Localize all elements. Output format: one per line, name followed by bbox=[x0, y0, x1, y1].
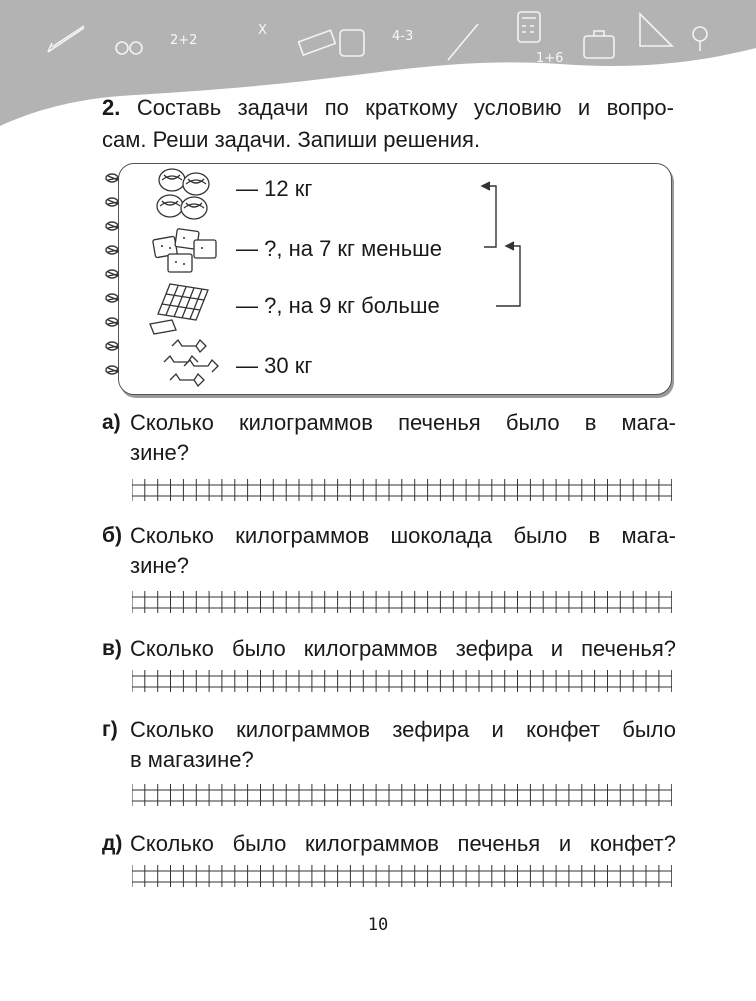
question-b-label: б) bbox=[102, 524, 122, 547]
doodle-text: 4-3 bbox=[392, 29, 414, 44]
condition-marshmallow: — 12 кг bbox=[236, 176, 313, 201]
question-g-line-2: в магазине? bbox=[130, 747, 254, 772]
question-a-line-1: Сколько килограммов печенья было в мага- bbox=[130, 410, 676, 435]
condition-chocolate: — ?, на 9 кг больше bbox=[236, 293, 440, 318]
question-b-line-2: зине? bbox=[130, 553, 189, 578]
task-line-2: сам. Реши задачи. Запиши решения. bbox=[102, 127, 481, 152]
condition-cookies: — ?, на 7 кг меньше bbox=[236, 236, 443, 261]
doodle-text: 1+6 bbox=[536, 51, 564, 66]
question-a-line-2: зине? bbox=[130, 440, 189, 465]
answer-line-d[interactable] bbox=[132, 865, 672, 887]
question-d-label: д) bbox=[102, 832, 123, 855]
notepad-spiral bbox=[100, 172, 128, 392]
cookies-icon bbox=[150, 226, 220, 278]
chocolate-icon bbox=[146, 280, 222, 338]
answer-line-b[interactable] bbox=[132, 591, 672, 613]
question-g-label: г) bbox=[102, 718, 118, 741]
question-d-line-1: Сколько было килограммов печенья и конфет? bbox=[130, 831, 676, 856]
task-statement bbox=[102, 92, 674, 156]
task-line-1: Составь задачи по краткому условию и вопро- bbox=[136, 95, 674, 120]
question-a-label: а) bbox=[102, 411, 121, 434]
question-g-line-1: Сколько килограммов зефира и конфет было bbox=[130, 717, 676, 742]
task-number: 2. bbox=[102, 95, 121, 120]
doodle-text: 2+2 bbox=[170, 33, 198, 48]
answer-line-a[interactable] bbox=[132, 479, 672, 501]
doodle-text: X bbox=[258, 23, 267, 38]
answer-line-v[interactable] bbox=[132, 670, 672, 692]
comparison-arrows bbox=[470, 170, 540, 320]
question-v-label: в) bbox=[102, 637, 122, 660]
condition-candy: — 30 кг bbox=[236, 353, 313, 378]
marshmallow-icon bbox=[150, 166, 220, 222]
question-b-line-1: Сколько килограммов шоколада было в мага- bbox=[130, 523, 676, 548]
question-v-line-1: Сколько было килограммов зефира и печенья? bbox=[130, 636, 676, 661]
page-number: 10 bbox=[367, 915, 389, 935]
candy-icon bbox=[158, 336, 220, 392]
answer-line-g[interactable] bbox=[132, 784, 672, 806]
